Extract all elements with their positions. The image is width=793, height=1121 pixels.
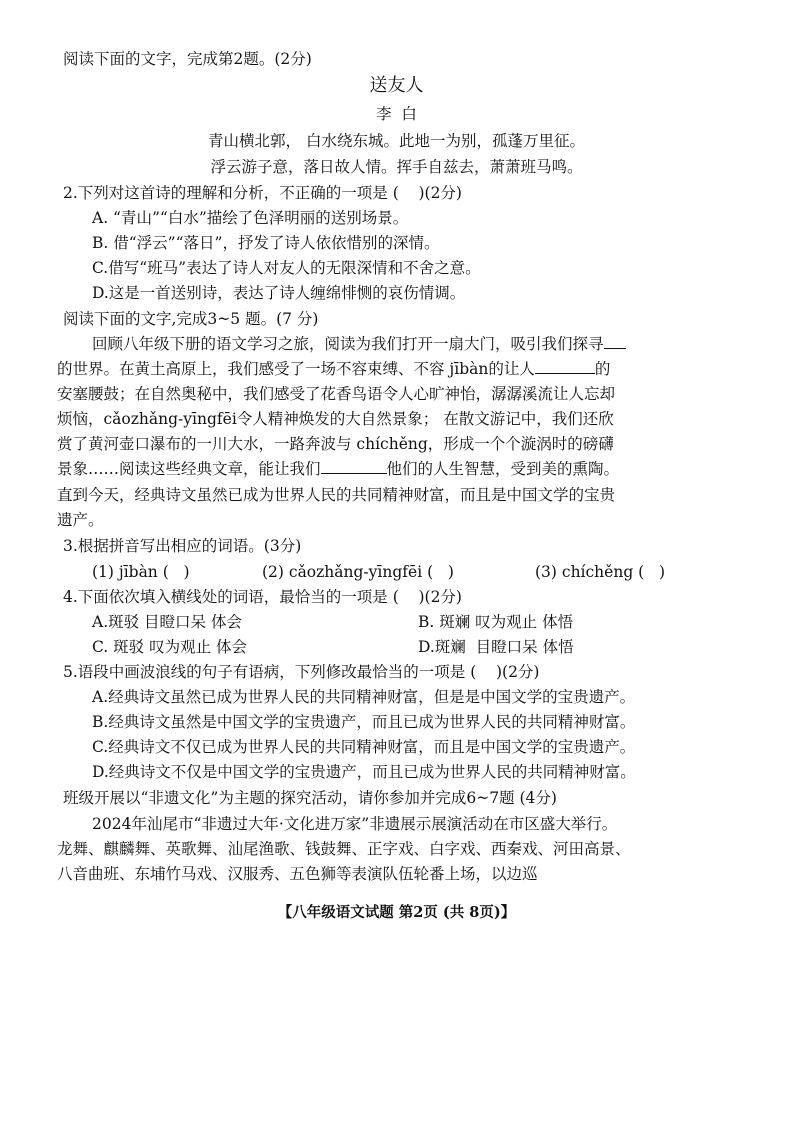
answer-blank[interactable] [604, 334, 626, 349]
passage-line-3: 安塞腰鼓；在自然奥秘中，我们感受了花香鸟语令人心旷神怡，潺潺溪流让人忘却 [57, 385, 616, 403]
q5-option-d: D.经典诗文不仅是中国文学的宝贵遗产，而且已成为世界人民的共同精神财富。 [92, 763, 636, 781]
poem-line-1: 青山横北郭， 白水绕东城。此地一为别，孤蓬万里征。 [208, 132, 585, 150]
q2-option-c: C.借写“班马”表达了诗人对友人的无限深情和不舍之意。 [92, 259, 481, 277]
q4-stem: 4.下面依次填入横线处的词语，最恰当的一项是 ( )(2分) [63, 588, 462, 606]
q3-item-2: (2) cǎozhǎng-yīngfēi ( ) [262, 563, 454, 581]
passage-line-1-text: 回顾八年级下册的语文学习之旅，阅读为我们打开一扇大门，吸引我们探寻 [92, 335, 604, 353]
q3-item-1: (1) jībàn ( ) [92, 563, 190, 581]
passage-line-6-tail: 他们的人生智慧，受到美的熏陶。 [386, 460, 620, 478]
page-footer: 【八年级语文试题 第2页 (共 8页)】 [277, 904, 516, 921]
answer-blank[interactable] [535, 359, 595, 374]
q2-stem: 2.下列对这首诗的理解和分析，不正确的一项是 ( )(2分) [63, 184, 462, 202]
passage-line-7: 直到今天，经典诗文虽然已成为世界人民的共同精神财富，而且是中国文学的宝贵 [57, 486, 616, 504]
q5-option-a: A.经典诗文虽然已成为世界人民的共同精神财富，但是是中国文学的宝贵遗产。 [92, 688, 636, 706]
q2-option-d: D.这是一首送别诗，表达了诗人缠绵悱恻的哀伤情调。 [92, 284, 466, 302]
section2-instruction: 阅读下面的文字,完成3~5 题。(7 分) [63, 310, 319, 328]
q4-option-d: D.斑斓 目瞪口呆 体悟 [418, 638, 574, 656]
q4-option-a: A.斑驳 目瞪口呆 体会 [92, 613, 242, 631]
q3-item-3: (3) chíchěng ( ) [535, 563, 666, 581]
q2-option-a: A. “青山”“白水”描绘了色泽明丽的送别场景。 [92, 209, 409, 227]
section1-instruction: 阅读下面的文字，完成第2题。(2分) [63, 50, 312, 68]
passage-line-1 [92, 333, 626, 355]
q3-stem: 3.根据拼音写出相应的词语。(3分) [63, 537, 302, 555]
passage-line-2-tail: 的 [594, 360, 611, 378]
passage-line-8: 遗产。 [57, 511, 104, 529]
q5-option-c: C.经典诗文不仅已成为世界人民的共同精神财富，而且是中国文学的宝贵遗产。 [92, 738, 636, 756]
section3-line-1: 2024年汕尾市“非遗过大年·文化进万家”非遗展示展演活动在市区盛大举行。 [92, 815, 618, 833]
q4-option-c: C. 斑驳 叹为观止 体会 [92, 638, 248, 656]
passage-line-6 [57, 458, 619, 480]
poem-line-2: 浮云游子意，落日故人情。挥手自兹去，萧萧班马鸣。 [210, 158, 583, 176]
section3-instruction: 班级开展以“非遗文化”为主题的探究活动，请你参加并完成6~7题 (4分) [63, 789, 557, 807]
passage-line-5: 赏了黄河壶口瀑布的一川大水，一路奔波与 chíchěng，形成一个个漩涡时的磅礴 [57, 435, 614, 453]
passage-line-6-text: 景象……阅读这些经典文章，能让我们 [57, 460, 321, 478]
passage-line-2-text: 的世界。在黄土高原上，我们感受了一场不容束缚、不容 jībàn的让人 [57, 360, 535, 378]
poem-title: 送友人 [369, 75, 424, 96]
q5-stem: 5.语段中画波浪线的句子有语病，下列修改最恰当的一项是 ( )(2分) [63, 663, 540, 681]
answer-blank[interactable] [321, 459, 387, 474]
section3-line-2: 龙舞、麒麟舞、英歌舞、汕尾渔歌、钱鼓舞、正字戏、白字戏、西秦戏、河田高景、 [57, 840, 631, 858]
passage-line-2 [57, 358, 610, 380]
passage-line-4: 烦恼，cǎozhǎng-yīngfēi令人精神焕发的大自然景象； 在散文游记中，我们还欣 [57, 410, 614, 428]
q2-option-b: B. 借“浮云”“落日”，抒发了诗人依依惜别的深情。 [92, 234, 440, 252]
section3-line-3: 八音曲班、东埔竹马戏、汉服秀、五色狮等表演队伍轮番上场，以边巡 [57, 865, 538, 883]
q4-option-b: B. 斑斓 叹为观止 体悟 [418, 613, 574, 631]
q5-option-b: B.经典诗文虽然是中国文学的宝贵遗产，而且已成为世界人民的共同精神财富。 [92, 713, 636, 731]
poem-author: 李 白 [376, 105, 417, 123]
